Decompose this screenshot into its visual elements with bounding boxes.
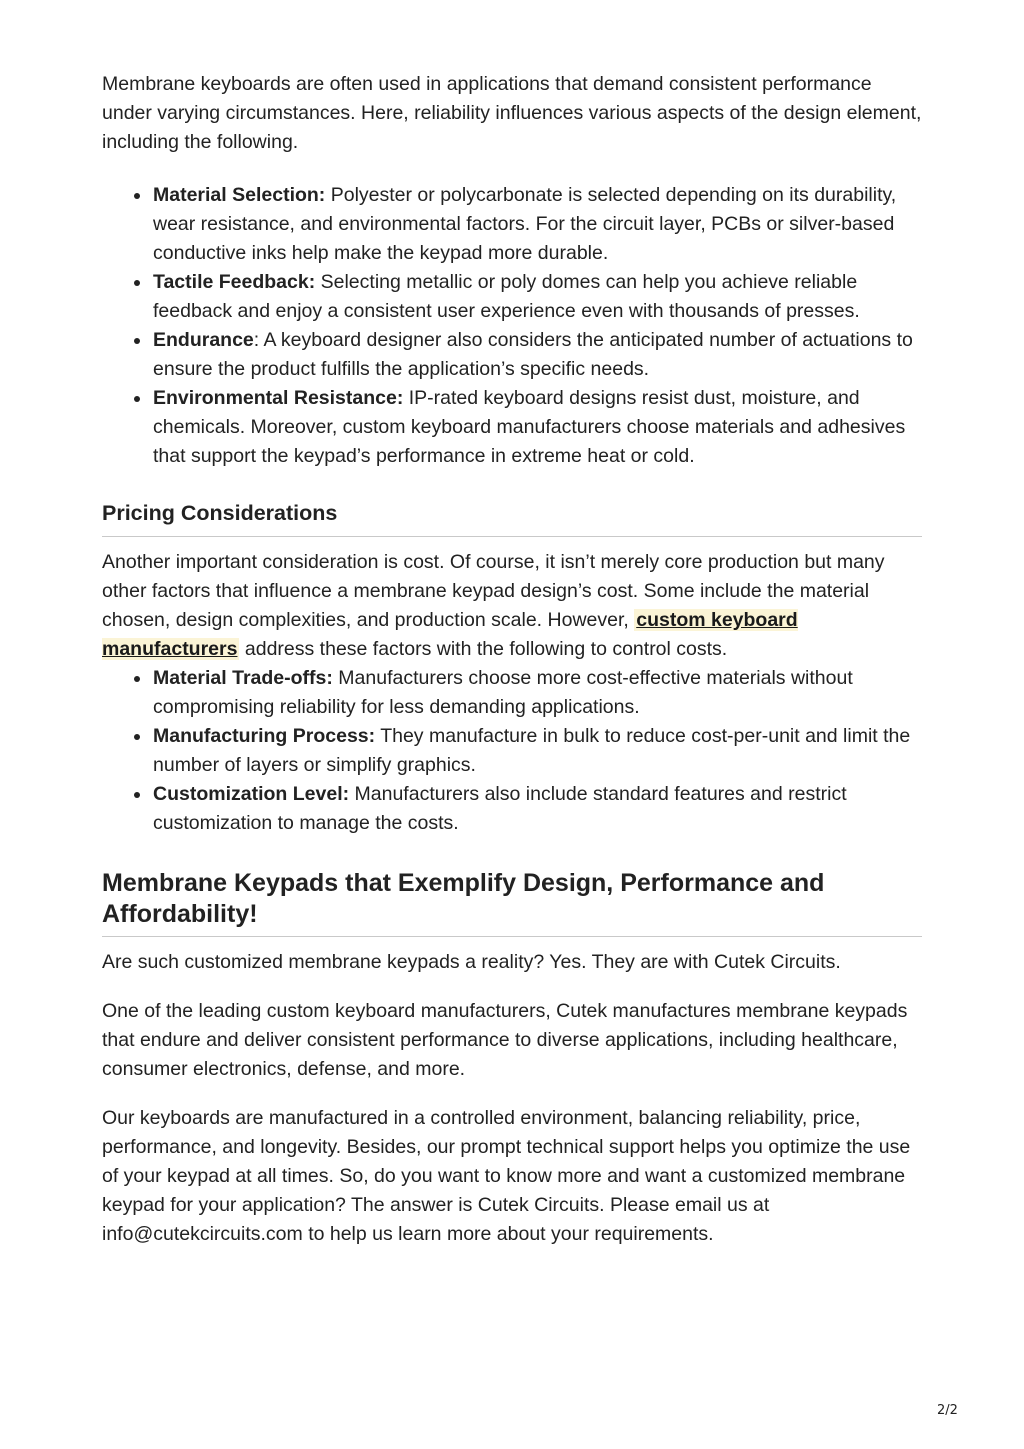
- list-item: [153, 722, 922, 780]
- list-item-text: Selecting metallic or poly domes can help you achieve reliable feedback and enjoy a consistent user experience even with thousands of presses.: [153, 271, 860, 322]
- custom-keyboard-manufacturers-link[interactable]: custom keyboard manufacturers: [102, 609, 798, 660]
- list-item: [153, 780, 922, 838]
- list-item-label: Tactile Feedback:: [153, 271, 316, 293]
- pricing-text-after: address these factors with the following to control costs.: [239, 638, 728, 660]
- list-item-text: They manufacture in bulk to reduce cost-per-unit and limit the number of layers or simplify graphics.: [153, 725, 911, 776]
- intro-paragraph: Membrane keyboards are often used in applications that demand consistent performance under varying circumstances. Here, reliability influences various aspects of the design element, including the following.: [102, 73, 922, 153]
- page-number: 2/2: [937, 1403, 958, 1418]
- reliability-list: [102, 181, 922, 471]
- list-item: [153, 664, 922, 722]
- list-item-label: Material Selection:: [153, 184, 326, 206]
- list-item-label: Environmental Resistance:: [153, 387, 404, 409]
- list-item-label: Material Trade-offs:: [153, 667, 333, 689]
- closing-paragraph-3: Our keyboards are manufactured in a controlled environment, balancing reliability, price, performance, and longevity. Besides, our prompt technical support helps you optimize the use of your keypad at all times. So, do you want to know more and want a customized membrane keypad for your application? The answer is Cutek Circuits. Please email us at info@cutekcircuits.com to help us learn more about your requirements.: [102, 1107, 911, 1245]
- list-item-text: Polyester or polycarbonate is selected depending on its durability, wear resistance, and environmental factors. For the circuit layer, PCBs or silver-based conductive inks help make the keypad more durable.: [153, 184, 897, 264]
- list-item-label: Manufacturing Process:: [153, 725, 376, 747]
- list-item-label: Endurance: [153, 329, 254, 351]
- closing-heading: Membrane Keypads that Exemplify Design, Performance and Affordability!: [102, 868, 922, 937]
- list-item: [153, 384, 922, 471]
- list-item: [153, 268, 922, 326]
- list-item-text: Manufacturers choose more cost-effective materials without compromising reliability for less demanding applications.: [153, 667, 853, 718]
- list-item-text: Manufacturers also include standard features and restrict customization to manage the costs.: [153, 783, 847, 834]
- list-item-label: Customization Level:: [153, 783, 350, 805]
- list-item-text: IP-rated keyboard designs resist dust, moisture, and chemicals. Moreover, custom keyboard manufacturers choose materials and adhesives that support the keypad’s performance in extreme heat or cold.: [153, 387, 906, 467]
- pricing-heading: Pricing Considerations: [102, 498, 922, 537]
- list-item-text: : A keyboard designer also considers the anticipated number of actuations to ensure the product fulfills the application’s specific needs.: [153, 329, 913, 380]
- document-page: [102, 70, 922, 1249]
- closing-paragraph-1: Are such customized membrane keypads a reality? Yes. They are with Cutek Circuits.: [102, 951, 841, 973]
- list-item: [153, 326, 922, 384]
- pricing-list: [102, 664, 922, 838]
- pricing-paragraph: [102, 548, 922, 664]
- list-item: [153, 181, 922, 268]
- pricing-text-before: Another important consideration is cost. Of course, it isn’t merely core production but many other factors that influence a membrane keypad design’s cost. Some include the material chosen, design complexities, and production scale. However,: [102, 551, 885, 631]
- closing-paragraph-2: One of the leading custom keyboard manufacturers, Cutek manufactures membrane keypads that endure and deliver consistent performance to diverse applications, including healthcare, consumer electronics, defense, and more.: [102, 1000, 908, 1080]
